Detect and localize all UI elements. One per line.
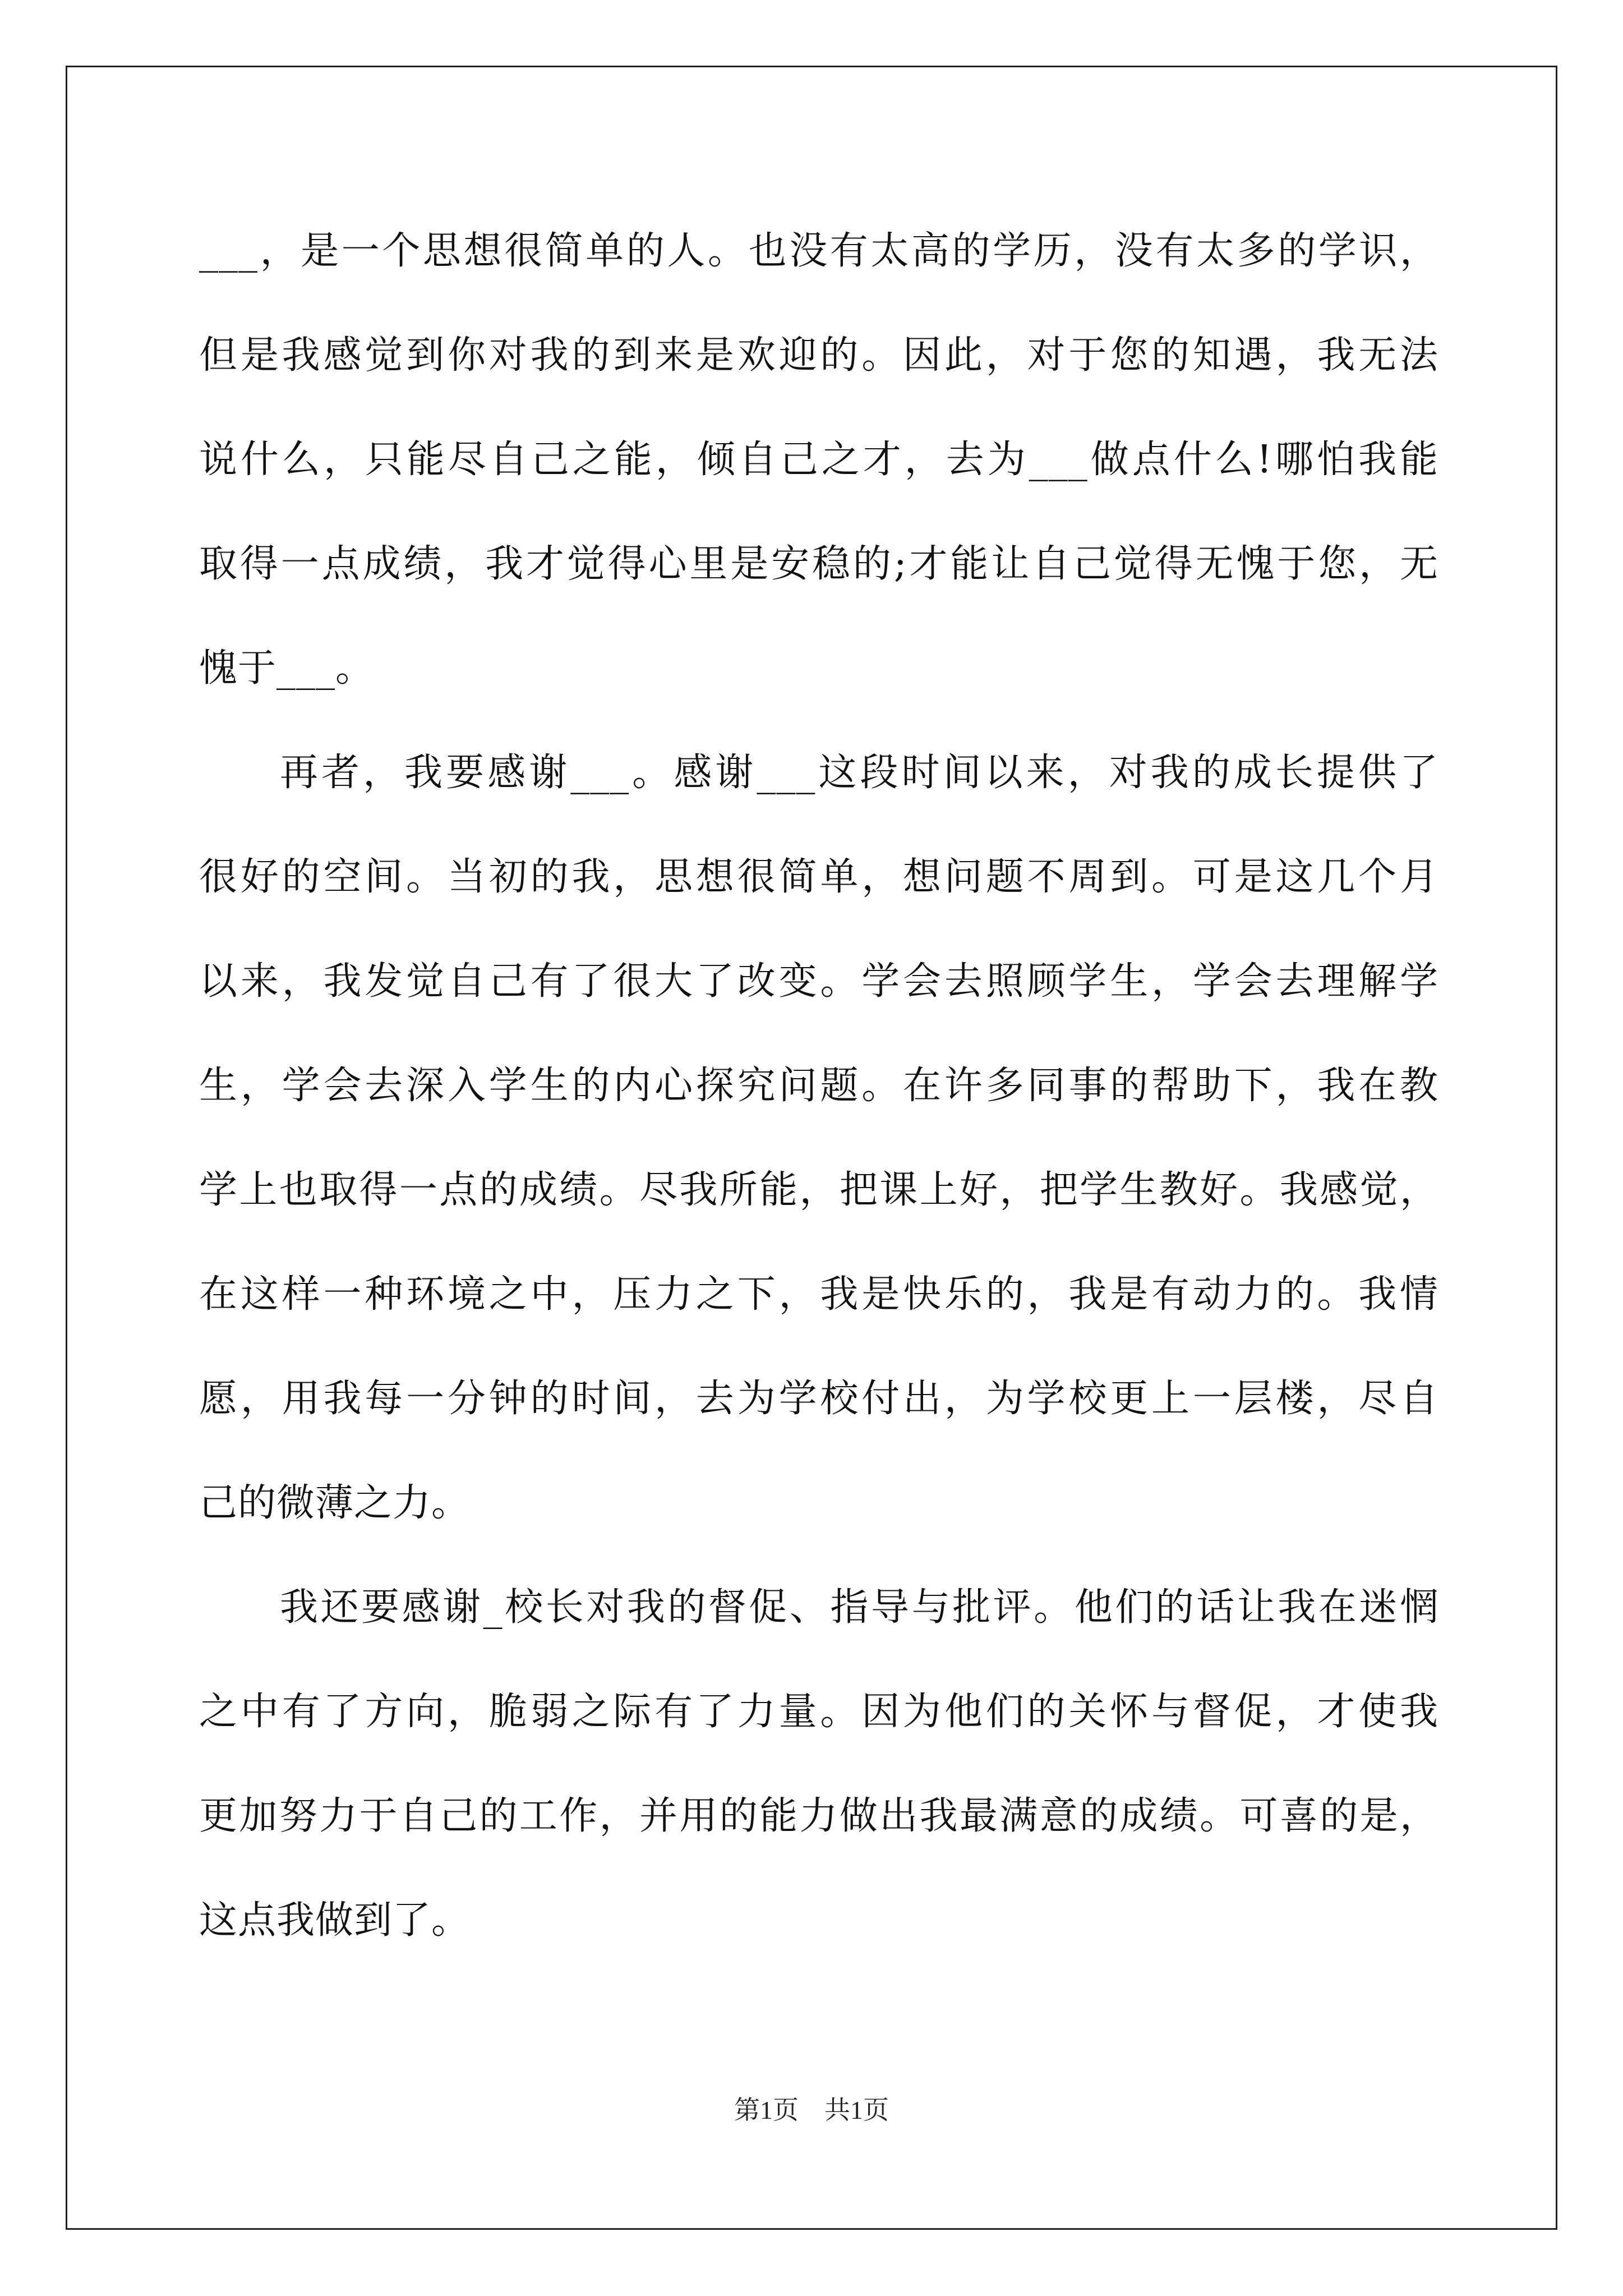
page-number: 第1页 xyxy=(734,2096,799,2124)
document-body xyxy=(199,199,1438,1973)
text-line: 愿，用我每一分钟的时间，去为学校付出，为学校更上一层楼，尽自 xyxy=(199,1377,1438,1421)
text-line: 更加努力于自己的工作，并用的能力做出我最满意的成绩。可喜的是， xyxy=(199,1794,1438,1838)
text-line: 生，学会去深入学生的内心探究问题。在许多同事的帮助下，我在教 xyxy=(199,1064,1438,1108)
page-footer xyxy=(0,2090,1623,2127)
text-line: 之中有了方向，脆弱之际有了力量。因为他们的关怀与督促，才使我 xyxy=(199,1690,1438,1734)
text-line: 己的微薄之力。 xyxy=(199,1481,471,1525)
text-line: 学上也取得一点的成绩。尽我所能，把课上好，把学生教好。我感觉， xyxy=(199,1168,1438,1212)
text-line: 这点我做到了。 xyxy=(199,1898,471,1943)
paragraph-first-line: 再者，我要感谢___。感谢___这段时间以来，对我的成长提供了 xyxy=(280,751,1438,795)
page-total: 共1页 xyxy=(824,2096,889,2124)
text-line: 但是我感觉到你对我的到来是欢迎的。因此，对于您的知遇，我无法 xyxy=(199,333,1438,378)
text-line: 在这样一种环境之中，压力之下，我是快乐的，我是有动力的。我情 xyxy=(199,1272,1438,1317)
text-line: 取得一点成绩，我才觉得心里是安稳的;才能让自己觉得无愧于您，无 xyxy=(199,542,1438,586)
paragraph-first-line: 我还要感谢_校长对我的督促、指导与批评。他们的话让我在迷惘 xyxy=(280,1585,1438,1630)
text-line: 说什么，只能尽自己之能，倾自己之才，去为___做点什么!哪怕我能 xyxy=(199,438,1439,482)
text-line: ___，是一个思想很简单的人。也没有太高的学历，没有太多的学识， xyxy=(199,229,1438,273)
text-line: 很好的空间。当初的我，思想很简单，想问题不周到。可是这几个月 xyxy=(199,855,1438,899)
text-line: 以来，我发觉自己有了很大了改变。学会去照顾学生，学会去理解学 xyxy=(199,959,1438,1004)
text-line: 愧于___。 xyxy=(199,646,375,691)
